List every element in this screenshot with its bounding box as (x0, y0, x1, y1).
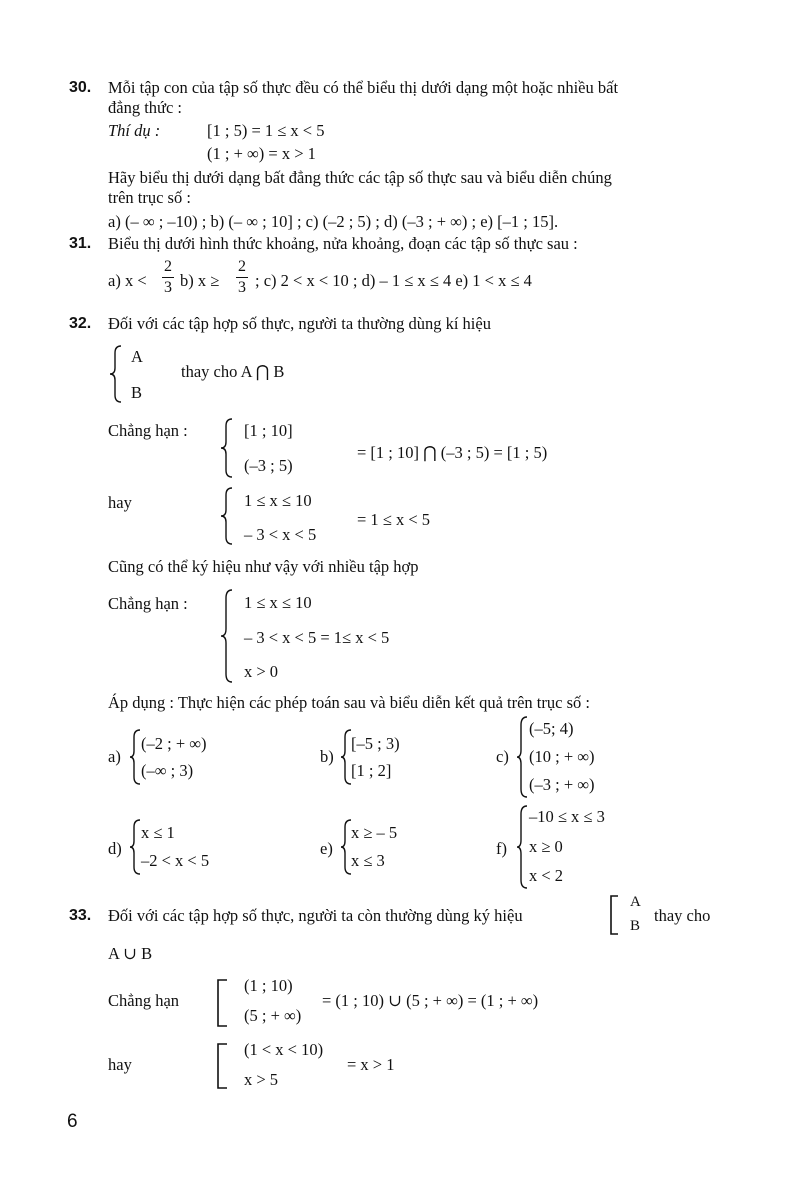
left-bracket-icon (215, 1042, 229, 1090)
left-brace-icon (219, 486, 235, 546)
item-label: a) (108, 747, 121, 766)
problem-number: 32. (69, 315, 92, 332)
example-label: Chẳng hạn : (108, 421, 188, 440)
system-row: –10 ≤ x ≤ 3 (529, 807, 605, 826)
left-brace-icon (219, 588, 235, 684)
text-line: Cũng có thể ký hiệu như vậy với nhiều tập hợp (108, 557, 419, 576)
system-row: [1 ; 2] (351, 761, 392, 780)
system-row: x ≤ 1 (141, 823, 175, 842)
item-label: c) (496, 747, 509, 766)
system-result: = 1 ≤ x < 5 (357, 510, 431, 529)
system-row: (–∞ ; 3) (141, 761, 194, 780)
fraction-numerator: 2 (238, 258, 246, 275)
symbol-meaning: thay cho A ⋂ B (181, 362, 285, 381)
system-row: x < 2 (529, 866, 564, 885)
system-row: x ≥ 0 (529, 837, 563, 856)
text-line: Hãy biểu thị dưới dạng bất đẳng thức các tập số thực sau và biểu diễn chúng (108, 168, 612, 187)
fraction-numerator: 2 (164, 258, 172, 275)
left-brace-icon (128, 728, 142, 786)
fraction-denominator: 3 (164, 279, 172, 296)
item-label: f) (496, 839, 507, 858)
hay-label: hay (108, 1055, 132, 1074)
item-a-prefix: a) x < (108, 271, 147, 290)
system-row: [1 ; 10] (244, 421, 293, 440)
fraction-bar (236, 277, 248, 278)
system-row: x > 0 (244, 662, 279, 681)
text-line: Đối với các tập hợp số thực, người ta thường dùng kí hiệu (108, 314, 491, 333)
text-line: Mỗi tập con của tập số thực đều có thể biểu thị dưới dạng một hoặc nhiều bất (108, 78, 619, 97)
item-rest: ; c) 2 < x < 10 ; d) – 1 ≤ x ≤ 4 e) 1 < x ≤ 4 (255, 271, 532, 290)
page-number: 6 (67, 1111, 78, 1132)
system-row: (1 ; 10) (244, 976, 293, 995)
text-line: Áp dụng : Thực hiện các phép toán sau và biểu diễn kết quả trên trục số : (108, 693, 590, 712)
item-label: d) (108, 839, 122, 858)
example-formula: [1 ; 5) = 1 ≤ x < 5 (207, 121, 325, 140)
system-result: = x > 1 (347, 1055, 395, 1074)
item-label: b) (320, 747, 334, 766)
left-bracket-icon (608, 894, 620, 936)
fraction-two-thirds (236, 258, 248, 297)
example-formula: (1 ; + ∞) = x > 1 (207, 144, 316, 163)
problem-number: 31. (69, 235, 92, 252)
system-row: (–2 ; + ∞) (141, 734, 207, 753)
system-result: = [1 ; 10] ⋂ (–3 ; 5) = [1 ; 5) (357, 443, 548, 462)
item-b-prefix: b) x ≥ (180, 271, 220, 290)
system-row: [–5 ; 3) (351, 734, 400, 753)
text-line: đẳng thức : (108, 98, 183, 117)
left-brace-icon (108, 344, 124, 404)
example-label: Thí dụ : (108, 121, 161, 140)
text-line: Đối với các tập hợp số thực, người ta còn thường dùng ký hiệu (108, 906, 523, 925)
item-label: e) (320, 839, 333, 858)
system-result: = (1 ; 10) ∪ (5 ; + ∞) = (1 ; + ∞) (322, 991, 539, 1010)
system-row: (–3 ; + ∞) (529, 775, 595, 794)
system-row: 1 ≤ x ≤ 10 (244, 491, 312, 510)
fraction-bar (162, 277, 174, 278)
fraction-two-thirds (162, 258, 174, 297)
left-brace-icon (219, 417, 235, 479)
symbol-b: B (630, 918, 641, 934)
text-line: trên trục số : (108, 188, 191, 207)
example-label: Chẳng hạn : (108, 594, 188, 613)
system-row: (–5; 4) (529, 719, 574, 738)
text-line: Biểu thị dưới hình thức khoảng, nửa khoảng, đoạn các tập số thực sau : (108, 234, 578, 253)
example-label: Chẳng hạn (108, 991, 180, 1010)
system-row: – 3 < x < 5 (244, 525, 317, 544)
left-bracket-icon (215, 978, 229, 1028)
system-row: (10 ; + ∞) (529, 747, 595, 766)
system-row: (5 ; + ∞) (244, 1006, 302, 1025)
left-brace-icon (515, 804, 529, 890)
system-row: x ≤ 3 (351, 851, 385, 870)
text-line: thay cho (654, 906, 711, 925)
text-line: A ∪ B (108, 944, 153, 963)
fraction-denominator: 3 (238, 279, 246, 296)
problem-number: 33. (69, 907, 92, 924)
system-row: (–3 ; 5) (244, 456, 293, 475)
system-row: x ≥ – 5 (351, 823, 398, 842)
problem-number: 30. (69, 79, 92, 96)
system-row: 1 ≤ x ≤ 10 (244, 593, 312, 612)
symbol-b: B (131, 383, 143, 402)
left-brace-icon (515, 715, 529, 799)
symbol-a: A (131, 347, 143, 366)
system-row: –2 < x < 5 (141, 851, 210, 870)
text-line: a) (– ∞ ; –10) ; b) (– ∞ ; 10] ; c) (–2 ; 5) ; d) (–3 ; + ∞) ; e) [–1 ; 15]. (108, 212, 559, 231)
system-row: (1 < x < 10) (244, 1040, 324, 1059)
system-row: – 3 < x < 5 = 1≤ x < 5 (244, 628, 390, 647)
hay-label: hay (108, 493, 132, 512)
left-brace-icon (128, 818, 142, 876)
symbol-a: A (630, 894, 641, 910)
system-row: x > 5 (244, 1070, 279, 1089)
